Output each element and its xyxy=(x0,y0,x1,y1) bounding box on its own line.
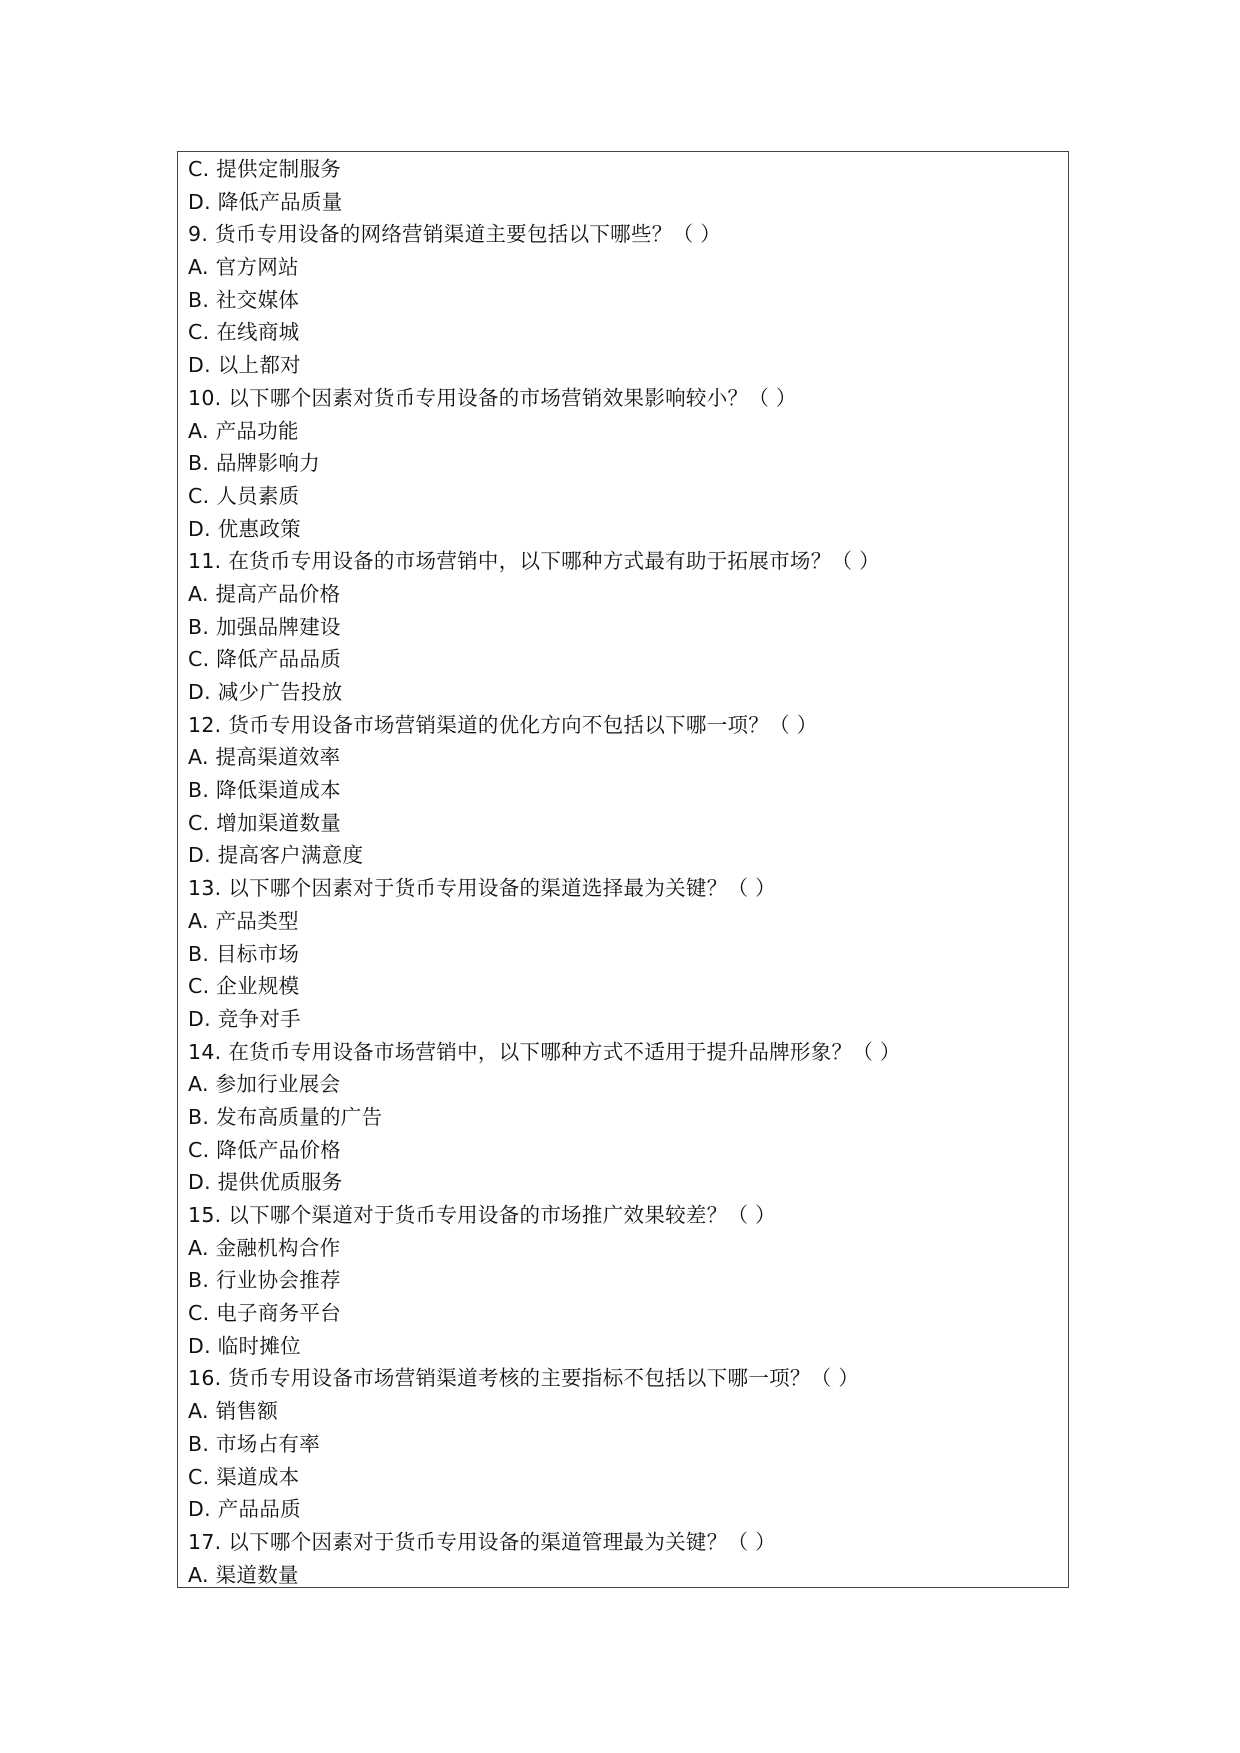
option-text: A. 金融机构合作 xyxy=(188,1235,341,1260)
question-text: 12. 货币专用设备市场营销渠道的优化方向不包括以下哪一项？（ ） xyxy=(188,712,818,737)
option-text: C. 企业规模 xyxy=(188,974,300,999)
option-text: A. 提高渠道效率 xyxy=(188,745,341,770)
question-text: 11. 在货币专用设备的市场营销中，以下哪种方式最有助于拓展市场？（ ） xyxy=(188,549,880,574)
question-text: 16. 货币专用设备市场营销渠道考核的主要指标不包括以下哪一项？（ ） xyxy=(188,1366,860,1391)
question-text: 15. 以下哪个渠道对于货币专用设备的市场推广效果较差？（ ） xyxy=(188,1203,776,1227)
option-text: C. 人员素质 xyxy=(188,483,300,508)
option-text: D. 以上都对 xyxy=(188,353,301,378)
question-list xyxy=(188,153,1058,1588)
option-text: D. 临时摊位 xyxy=(188,1333,301,1358)
option-text: D. 提供优质服务 xyxy=(188,1170,343,1195)
option-text: D. 降低产品质量 xyxy=(188,189,343,214)
question-text: 13. 以下哪个因素对于货币专用设备的渠道选择最为关键？（ ） xyxy=(188,876,776,901)
question-text: 17. 以下哪个因素对于货币专用设备的渠道管理最为关键？（ ） xyxy=(188,1529,776,1554)
option-text: D. 优惠政策 xyxy=(188,516,301,541)
option-text: C. 增加渠道数量 xyxy=(188,810,342,835)
option-text: B. 目标市场 xyxy=(188,941,300,966)
question-text: 14. 在货币专用设备市场营销中，以下哪种方式不适用于提升品牌形象？（ ） xyxy=(188,1039,901,1064)
option-text: A. 渠道数量 xyxy=(188,1562,299,1587)
question-box xyxy=(177,151,1069,1588)
option-text: C. 提供定制服务 xyxy=(188,157,342,181)
option-text: A. 销售额 xyxy=(188,1399,278,1424)
option-text: C. 在线商城 xyxy=(188,320,300,345)
option-text: A. 产品类型 xyxy=(188,908,299,933)
option-text: B. 加强品牌建设 xyxy=(188,614,341,639)
option-text: C. 渠道成本 xyxy=(188,1464,300,1489)
option-text: B. 社交媒体 xyxy=(188,287,300,312)
question-text: 9. 货币专用设备的网络营销渠道主要包括以下哪些？（ ） xyxy=(188,222,721,247)
question-text: 10. 以下哪个因素对货币专用设备的市场营销效果影响较小？（ ） xyxy=(188,385,797,410)
option-text: B. 行业协会推荐 xyxy=(188,1268,341,1293)
option-text: D. 竞争对手 xyxy=(188,1006,301,1031)
option-text: A. 产品功能 xyxy=(188,418,299,443)
option-text: B. 发布高质量的广告 xyxy=(188,1104,383,1129)
option-text: D. 减少广告投放 xyxy=(188,680,343,704)
option-text: B. 品牌影响力 xyxy=(188,451,320,476)
option-text: C. 电子商务平台 xyxy=(188,1301,342,1326)
option-text: B. 市场占有率 xyxy=(188,1431,320,1456)
option-text: C. 降低产品价格 xyxy=(188,1137,342,1162)
option-text: A. 参加行业展会 xyxy=(188,1072,341,1097)
option-text: A. 官方网站 xyxy=(188,255,299,280)
option-text: C. 降低产品品质 xyxy=(188,647,342,672)
option-text: D. 提高客户满意度 xyxy=(188,843,364,868)
option-text: D. 产品品质 xyxy=(188,1497,301,1522)
option-text: A. 提高产品价格 xyxy=(188,581,341,606)
option-text: B. 降低渠道成本 xyxy=(188,778,341,803)
